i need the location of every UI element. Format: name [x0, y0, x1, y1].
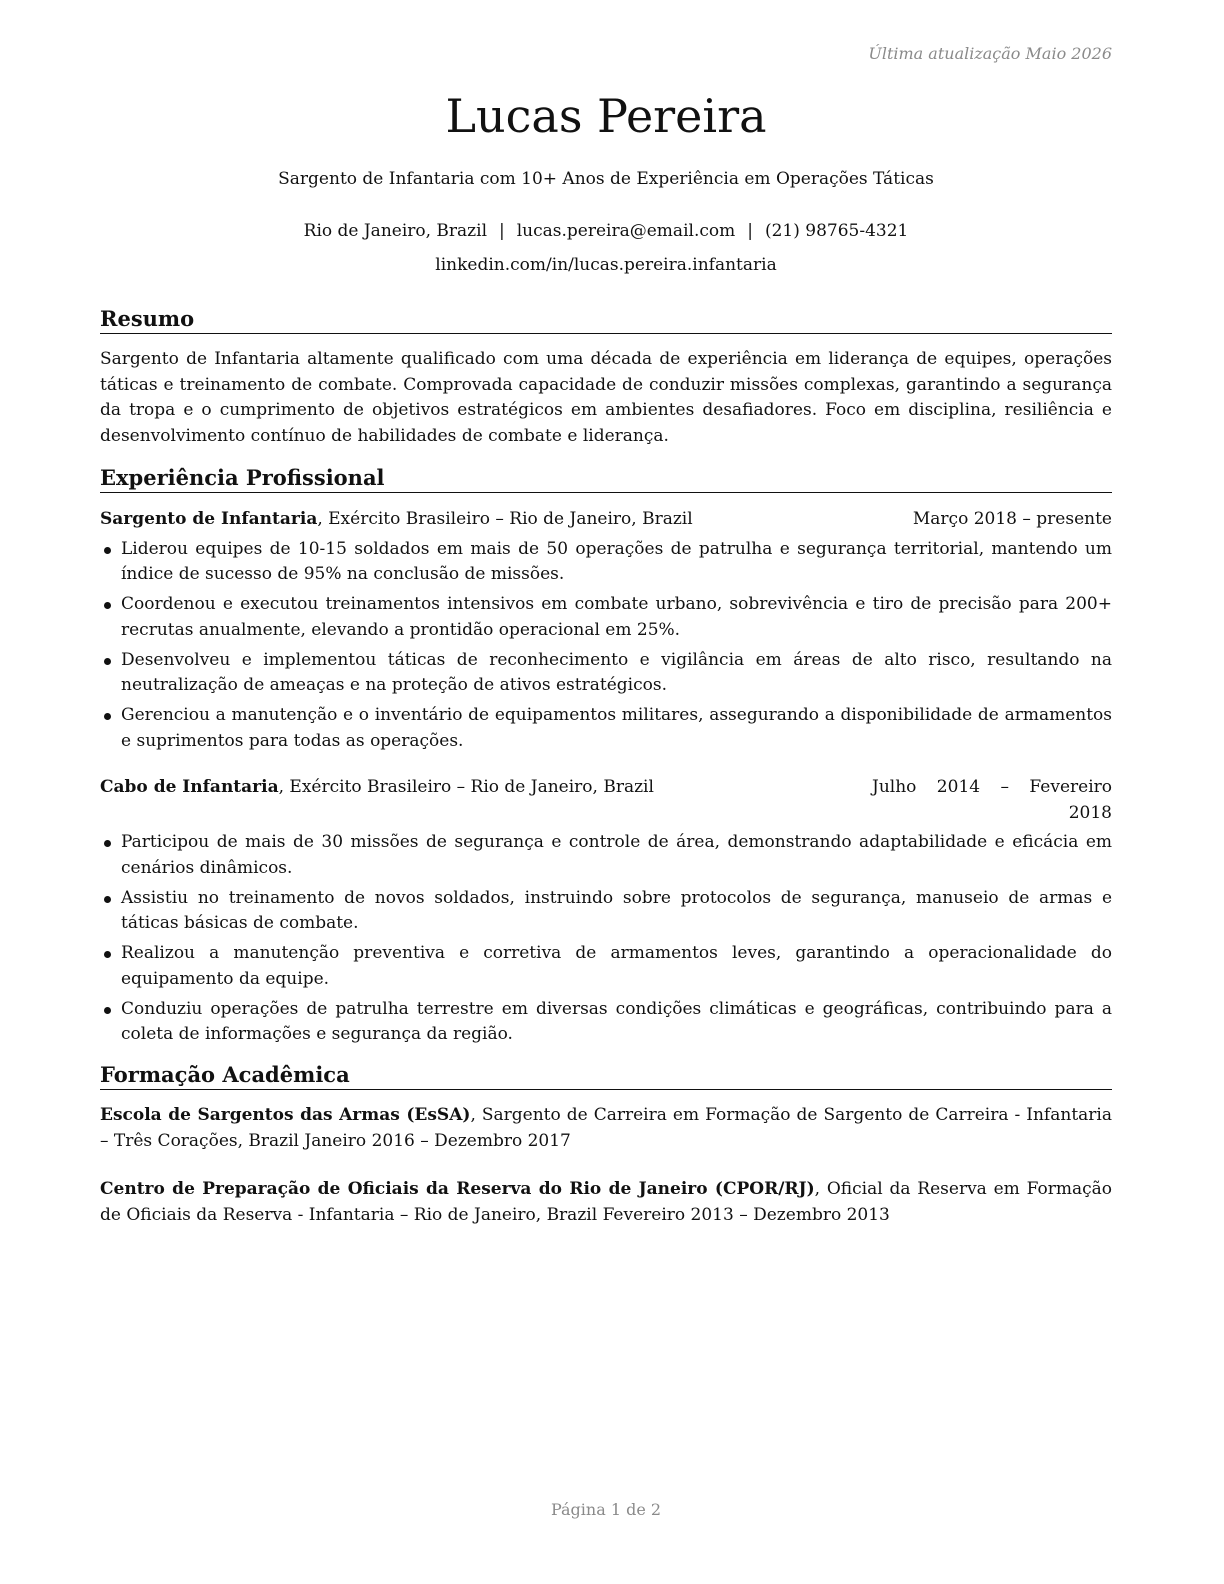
last-updated: Última atualização Maio 2026 [868, 44, 1112, 63]
list-item: Participou de mais de 30 missões de segurança e controle de área, demonstrando adaptabilidade e eficácia em cenários dinâmicos. [100, 830, 1112, 881]
section-title-experience: Experiência Profissional [100, 464, 1112, 493]
contact-separator: | [747, 221, 753, 241]
experience-entry-header [100, 775, 1112, 826]
education-entry [100, 1103, 1112, 1154]
job-organization: , Exército Brasileiro – Rio de Janeiro, Brazil [278, 777, 654, 797]
job-organization: , Exército Brasileiro – Rio de Janeiro, Brazil [317, 509, 693, 529]
list-item: Coordenou e executou treinamentos intensivos em combate urbano, sobrevivência e tiro de precisão para 200+ recrutas anualmente, elevando a prontidão operacional em 25%. [100, 592, 1112, 643]
bullet-icon [104, 896, 111, 903]
bullet-icon [104, 547, 111, 554]
contact-linkedin[interactable]: linkedin.com/in/lucas.pereira.infantaria [435, 255, 777, 275]
job-role: Sargento de Infantaria [100, 509, 318, 529]
candidate-name: Lucas Pereira [445, 89, 767, 143]
contact-separator: | [499, 221, 505, 241]
experience-entry [100, 507, 1112, 759]
page-number: Página 1 de 2 [550, 1500, 662, 1519]
education-dates: Fevereiro 2013 – Dezembro 2013 [602, 1204, 890, 1225]
job-dates: Março 2018 – presente [912, 509, 1112, 529]
institution-name: Centro de Preparação de Oficiais da Reserva do Rio de Janeiro (CPOR/RJ) [100, 1179, 815, 1199]
job-bullets [100, 537, 1112, 755]
list-item: Conduziu operações de patrulha terrestre em diversas condições climáticas e geográficas, contribuindo para a coleta de informações e segurança da região. [100, 997, 1112, 1048]
education-entry [100, 1177, 1112, 1228]
list-item: Liderou equipes de 10-15 soldados em mais de 50 operações de patrulha e segurança territorial, mantendo um índice de sucesso de 95% na conclusão de missões. [100, 537, 1112, 588]
institution-name: Escola de Sargentos das Armas (EsSA) [100, 1105, 471, 1125]
education-entry-text [100, 1177, 1112, 1228]
experience-entry-header [100, 507, 1112, 533]
section-title-education: Formação Acadêmica [100, 1061, 1112, 1090]
contact-location: Rio de Janeiro, Brazil [303, 221, 488, 241]
bullet-icon [104, 840, 111, 847]
bullet-icon [104, 602, 111, 609]
experience-entry [100, 775, 1112, 1052]
section-title-summary: Resumo [100, 305, 1112, 334]
headline: Sargento de Infantaria com 10+ Anos de Experiência em Operações Táticas [278, 169, 934, 189]
education-entry-text [100, 1103, 1112, 1154]
summary-text: Sargento de Infantaria altamente qualificado com uma década de experiência em liderança de equipes, operações táticas e treinamento de combate. Comprovada capacidade de conduzir missões complexas, garantindo a segurança da tropa e o cumprimento de objetivos estratégicos em ambientes desafiadores. Foco em disciplina, resiliência e desenvolvimento contínuo de habilidades de combate e liderança. [100, 349, 1112, 446]
bullet-icon [104, 658, 111, 665]
job-bullets [100, 830, 1112, 1048]
job-role: Cabo de Infantaria [100, 777, 279, 797]
contact-line [100, 219, 1112, 243]
contact-phone: (21) 98765-4321 [764, 221, 909, 241]
bullet-icon [104, 713, 111, 720]
bullet-icon [104, 1007, 111, 1014]
bullet-icon [104, 951, 111, 958]
list-item: Gerenciou a manutenção e o inventário de equipamentos militares, assegurando a disponibilidade de armamentos e suprimentos para todas as operações. [100, 703, 1112, 754]
list-item: Assistiu no treinamento de novos soldados, instruindo sobre protocolos de segurança, manuseio de armas e táticas básicas de combate. [100, 886, 1112, 937]
degree-and-location: , Sargento de Carreira em Formação de Sargento de Carreira - Infantaria – Três Corações, Brazil [100, 1105, 1112, 1151]
job-dates: Julho 2014 – Fevereiro 2018 [872, 777, 1112, 823]
education-dates: Janeiro 2016 – Dezembro 2017 [304, 1130, 571, 1151]
degree-and-location: , Oficial da Reserva em Formação de Oficiais da Reserva - Infantaria – Rio de Janeiro, Brazil [100, 1179, 1112, 1225]
list-item: Realizou a manutenção preventiva e corretiva de armamentos leves, garantindo a operacionalidade do equipamento da equipe. [100, 941, 1112, 992]
list-item: Desenvolveu e implementou táticas de reconhecimento e vigilância em áreas de alto risco, resultando na neutralização de ameaças e na proteção de ativos estratégicos. [100, 648, 1112, 699]
contact-email[interactable]: lucas.pereira@email.com [516, 221, 736, 241]
